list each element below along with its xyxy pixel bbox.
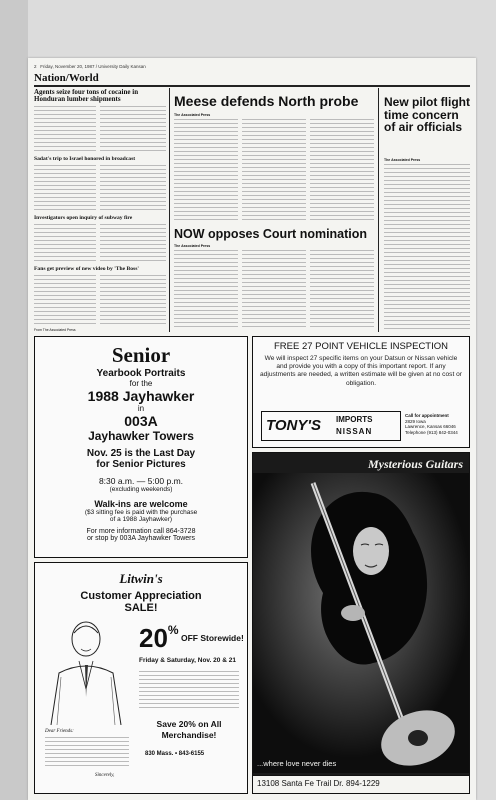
- letter-body: [45, 737, 129, 767]
- off-storewide: OFF Storewide!: [181, 633, 244, 643]
- litwins-title: Customer Appreciation: [80, 590, 202, 602]
- sadat-body-col1: [34, 165, 96, 213]
- senior-subtitle: Yearbook Portraits: [96, 368, 186, 379]
- meese-byline: The Associated Press: [174, 113, 211, 117]
- senior-weekends: (excluding weekends): [109, 486, 173, 493]
- vehicle-inspection-ad: [252, 336, 470, 448]
- dear-friends: Dear Friends:: [45, 729, 74, 734]
- meese-body-col2: [242, 119, 306, 223]
- tonys-phone: Telephone (913) 842-0344: [405, 429, 458, 435]
- agents-headline: Agents seize four tons of cocaine in Honduran lumber shipments: [34, 88, 139, 104]
- senior-in: in: [137, 404, 145, 413]
- meese-body-col1: [174, 119, 238, 223]
- meese-headline: Meese defends North probe: [174, 93, 359, 109]
- tonys-logo: [261, 411, 401, 441]
- guitars-tagline: ...where love never dies: [257, 759, 337, 768]
- senior-info-call: For more information call 864-3728: [86, 528, 196, 535]
- senior-fee-2: of a 1988 Jayhawker): [109, 516, 173, 523]
- save-all: Save 20% on All: [156, 719, 222, 729]
- boss-body-col1: [34, 275, 96, 325]
- section-rule: [34, 85, 470, 87]
- mysterious-guitars-ad: [252, 452, 470, 794]
- discount-number: 20: [139, 623, 168, 653]
- litwins-ad: [34, 562, 248, 794]
- pilot-headline: New pilot flight time concern of air officials: [384, 95, 470, 135]
- inspection-text: We will inspect 27 specific items on your Datsun or Nissan vehicle and provide you with a copy of this important report. If any adjustments are needed, a written estimate will be given at no cost or obligation.: [260, 355, 462, 387]
- inspection-title: FREE 27 POINT VEHICLE INSPECTION: [273, 341, 449, 352]
- nomination-headline: NOW opposes Court nomination: [174, 227, 368, 241]
- column-divider-right: [378, 88, 379, 332]
- pilot-byline: The Associated Press: [384, 158, 421, 162]
- guitar-photo: [253, 473, 470, 773]
- tonys-address: 2829 Iowa: [405, 418, 426, 424]
- sincerely: Sincerely,: [95, 773, 115, 778]
- nomination-body-col2: [242, 250, 306, 330]
- senior-portraits-ad: [34, 336, 248, 558]
- investigators-body-col2: [100, 224, 166, 264]
- folio-text: Friday, November 20, 1987 / University Daily Kansan: [40, 64, 146, 69]
- investigators-body-col1: [34, 224, 96, 264]
- tonys-call: Call for appointment: [405, 413, 449, 418]
- nomination-body-col3: [310, 250, 374, 330]
- senior-info-stop: or stop by 003A Jayhawker Towers: [86, 535, 196, 542]
- meese-body-col3: [310, 119, 374, 223]
- senior-walkins: Walk-ins are welcome: [94, 499, 188, 509]
- senior-last-day: Nov. 25 is the Last Day: [86, 448, 196, 459]
- tonys-name: TONY'S: [266, 417, 321, 434]
- guitars-title: Mysterious Guitars: [367, 457, 463, 471]
- boss-body-col2: [100, 275, 166, 325]
- page-number: 2: [34, 64, 37, 69]
- senior-hours: 8:30 a.m. — 5:00 p.m.: [98, 476, 184, 486]
- agents-body-col2: [100, 106, 166, 154]
- binding-margin: [0, 0, 28, 800]
- tonys-city: Lawrence, Kansas 66046: [405, 424, 456, 430]
- sadat-headline: Sadat's trip to Israel honored in broadcast: [34, 156, 136, 162]
- pilot-body: [384, 164, 470, 330]
- discount-percent: [139, 623, 179, 654]
- save-merchandise: Merchandise!: [161, 730, 217, 740]
- nomination-body-col1: [174, 250, 238, 330]
- guitars-address: 13108 Santa Fe Trail Dr. 894-1229: [253, 775, 469, 793]
- senior-jayhawker: 1988 Jayhawker: [87, 388, 195, 404]
- newspaper-page: [28, 58, 476, 800]
- discount-percent-sign: %: [167, 623, 179, 637]
- litwins-address: 830 Mass. • 843-6155: [145, 751, 205, 757]
- agents-body-col1: [34, 106, 96, 154]
- column-divider: [169, 88, 170, 332]
- nissan-label: NISSAN: [336, 427, 373, 436]
- wire-credit: From The Associated Press: [34, 328, 76, 332]
- page-folio: [34, 64, 146, 69]
- sadat-body-col2: [100, 165, 166, 213]
- senior-room: 003A: [124, 413, 158, 429]
- imports-label: IMPORTS: [336, 415, 373, 424]
- man-illustration: [41, 617, 131, 725]
- investigators-headline: Investigators open inquiry of subway fire: [34, 215, 133, 221]
- senior-towers: Jayhawker Towers: [88, 429, 194, 443]
- senior-fee: ($3 sitting fee is paid with the purchase: [84, 509, 198, 516]
- boss-headline: Fans get preview of new video by 'The Boss': [34, 266, 139, 272]
- tonys-contact: [405, 413, 458, 435]
- section-title: Nation/World: [34, 72, 99, 84]
- senior-for-the: for the: [129, 379, 153, 388]
- sale-dates: Friday & Saturday, Nov. 20 & 21: [139, 657, 236, 664]
- senior-title: Senior: [111, 343, 171, 367]
- litwins-logo: Litwin's: [119, 571, 163, 586]
- senior-pictures: for Senior Pictures: [96, 459, 186, 470]
- nomination-byline: The Associated Press: [174, 244, 211, 248]
- litwins-offer-text: [139, 671, 239, 711]
- litwins-sale: SALE!: [124, 602, 158, 614]
